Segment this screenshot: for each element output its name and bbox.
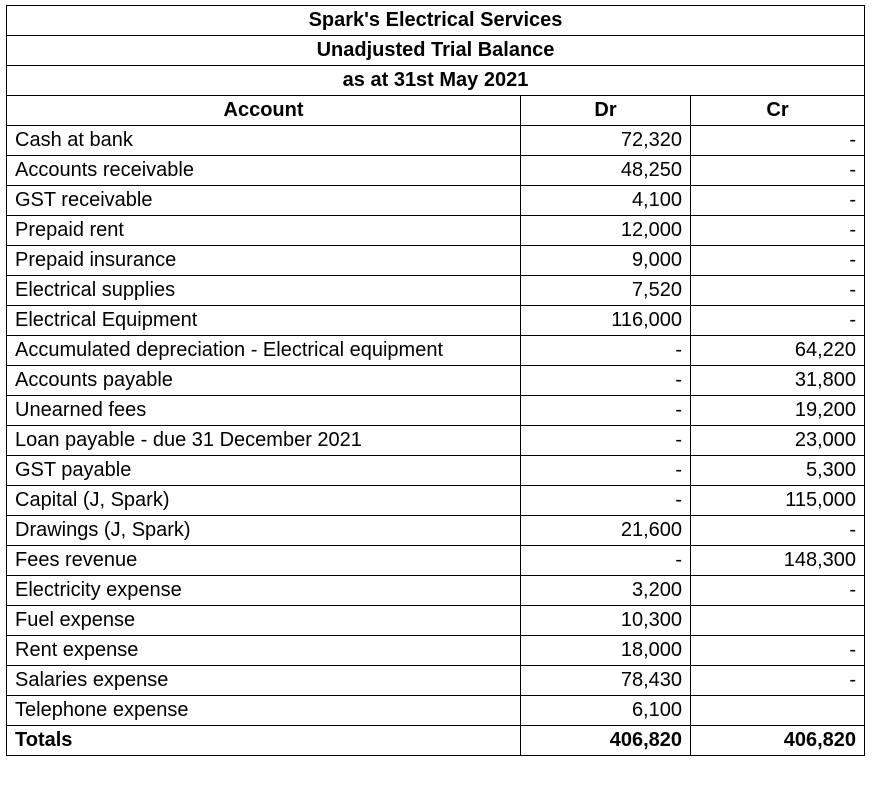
table-row: [7, 306, 865, 336]
account-name: Telephone expense: [7, 696, 521, 726]
table-row: [7, 516, 865, 546]
debit-amount: -: [521, 396, 691, 426]
column-header-account: Account: [7, 96, 521, 126]
debit-amount: 18,000: [521, 636, 691, 666]
account-name: Electrical supplies: [7, 276, 521, 306]
totals-label: Totals: [7, 726, 521, 756]
trial-balance-table: [6, 5, 865, 756]
debit-amount: 78,430: [521, 666, 691, 696]
debit-amount: 3,200: [521, 576, 691, 606]
company-name-row: [7, 6, 865, 36]
debit-amount: 116,000: [521, 306, 691, 336]
debit-amount: -: [521, 456, 691, 486]
credit-amount: 31,800: [691, 366, 865, 396]
credit-amount: 23,000: [691, 426, 865, 456]
debit-amount: -: [521, 426, 691, 456]
column-header-cr: Cr: [691, 96, 865, 126]
column-header-row: [7, 96, 865, 126]
table-row: [7, 126, 865, 156]
account-name: GST payable: [7, 456, 521, 486]
report-date: as at 31st May 2021: [7, 66, 865, 96]
debit-amount: 48,250: [521, 156, 691, 186]
debit-amount: -: [521, 366, 691, 396]
report-date-row: [7, 66, 865, 96]
account-name: Rent expense: [7, 636, 521, 666]
table-row: [7, 696, 865, 726]
account-name: Unearned fees: [7, 396, 521, 426]
table-row: [7, 366, 865, 396]
debit-amount: 12,000: [521, 216, 691, 246]
credit-amount: -: [691, 636, 865, 666]
company-name: Spark's Electrical Services: [7, 6, 865, 36]
credit-amount: -: [691, 126, 865, 156]
account-name: Electricity expense: [7, 576, 521, 606]
account-name: Fuel expense: [7, 606, 521, 636]
totals-dr: 406,820: [521, 726, 691, 756]
totals-cr: 406,820: [691, 726, 865, 756]
table-row: [7, 666, 865, 696]
report-title: Unadjusted Trial Balance: [7, 36, 865, 66]
table-row: [7, 396, 865, 426]
credit-amount: -: [691, 216, 865, 246]
account-name: Cash at bank: [7, 126, 521, 156]
table-row: [7, 276, 865, 306]
debit-amount: -: [521, 336, 691, 366]
table-row: [7, 336, 865, 366]
credit-amount: -: [691, 666, 865, 696]
table-row: [7, 186, 865, 216]
credit-amount: 5,300: [691, 456, 865, 486]
account-name: GST receivable: [7, 186, 521, 216]
table-row: [7, 216, 865, 246]
debit-amount: 9,000: [521, 246, 691, 276]
debit-amount: 7,520: [521, 276, 691, 306]
credit-amount: -: [691, 516, 865, 546]
table-row: [7, 246, 865, 276]
account-name: Prepaid rent: [7, 216, 521, 246]
report-title-row: [7, 36, 865, 66]
credit-amount: -: [691, 306, 865, 336]
account-name: Electrical Equipment: [7, 306, 521, 336]
totals-row: [7, 726, 865, 756]
account-name: Fees revenue: [7, 546, 521, 576]
account-name: Accounts payable: [7, 366, 521, 396]
credit-amount: 115,000: [691, 486, 865, 516]
credit-amount: -: [691, 156, 865, 186]
account-name: Accumulated depreciation - Electrical equipment: [7, 336, 521, 366]
credit-amount: [691, 696, 865, 726]
credit-amount: [691, 606, 865, 636]
table-row: [7, 546, 865, 576]
debit-amount: 10,300: [521, 606, 691, 636]
credit-amount: 148,300: [691, 546, 865, 576]
table-row: [7, 576, 865, 606]
table-row: [7, 156, 865, 186]
credit-amount: -: [691, 186, 865, 216]
debit-amount: 6,100: [521, 696, 691, 726]
credit-amount: -: [691, 246, 865, 276]
account-name: Prepaid insurance: [7, 246, 521, 276]
table-row: [7, 456, 865, 486]
account-name: Drawings (J, Spark): [7, 516, 521, 546]
debit-amount: 4,100: [521, 186, 691, 216]
debit-amount: -: [521, 486, 691, 516]
table-row: [7, 486, 865, 516]
debit-amount: 72,320: [521, 126, 691, 156]
credit-amount: -: [691, 576, 865, 606]
table-row: [7, 426, 865, 456]
trial-balance-sheet: [6, 5, 864, 756]
account-name: Capital (J, Spark): [7, 486, 521, 516]
table-row: [7, 636, 865, 666]
column-header-dr: Dr: [521, 96, 691, 126]
debit-amount: -: [521, 546, 691, 576]
account-name: Salaries expense: [7, 666, 521, 696]
account-name: Accounts receivable: [7, 156, 521, 186]
credit-amount: 19,200: [691, 396, 865, 426]
account-name: Loan payable - due 31 December 2021: [7, 426, 521, 456]
table-row: [7, 606, 865, 636]
credit-amount: -: [691, 276, 865, 306]
debit-amount: 21,600: [521, 516, 691, 546]
credit-amount: 64,220: [691, 336, 865, 366]
